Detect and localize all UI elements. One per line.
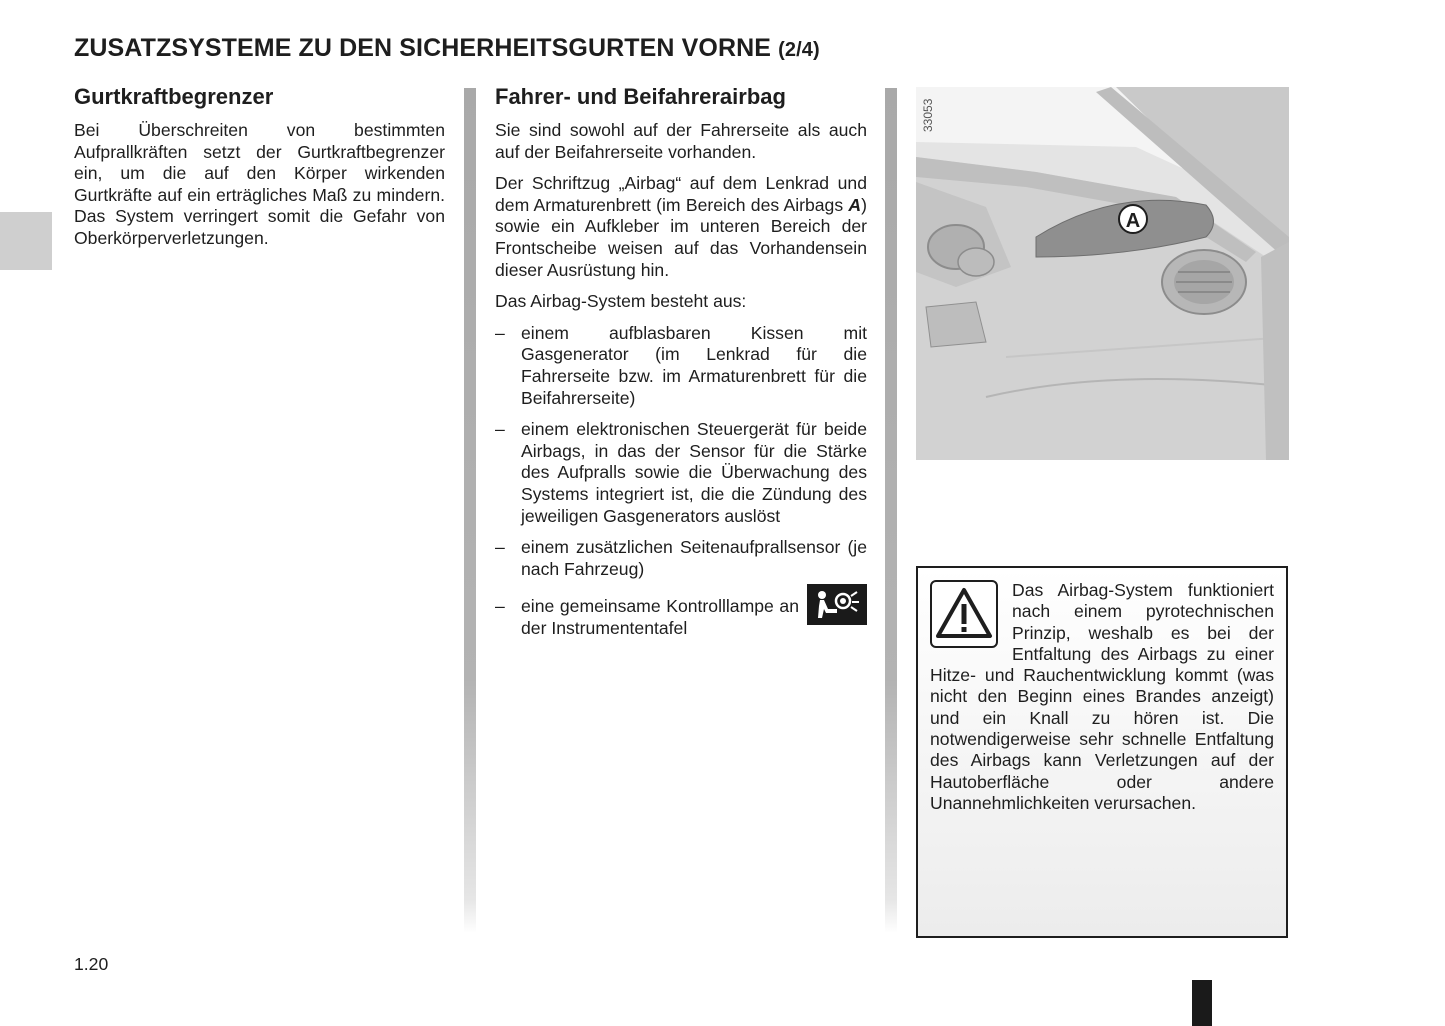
figure-callout-a: A	[1125, 210, 1141, 232]
list-item: – einem aufblasbaren Kissen mit Gasgenerator (im Lenkrad für die Fahrerseite bzw. im Armaturenbrett für die Beifahrerseite)	[495, 323, 867, 409]
section-heading-gurtkraftbegrenzer: Gurtkraftbegrenzer	[74, 84, 274, 109]
airbag-components-list	[495, 323, 867, 640]
section-heading-airbag: Fahrer- und Beifahrerairbag	[495, 84, 786, 109]
list-item: – einem elektronischen Steuergerät für beide Airbags, in das der Sensor für die Stärke des Aufpralls sowie die Überwachung des Systems integriert ist, die die Zündung des jeweiligen Gasgenerators auslöst	[495, 419, 867, 527]
gurtkraftbegrenzer-paragraph: Bei Überschreiten von bestimmten Aufprallkräften setzt der Gurtkraftbegrenzer ein, um die auf den Körper wirkenden Gurtkräfte auf ein erträgliches Maß zu mindern. Das System verringert somit die Gefahr von Oberkörperverletzungen.	[74, 120, 445, 248]
warning-text: Das Airbag-System funktioniert nach einem pyrotechnischen Prinzip, weshalb es bei der Entfaltung des Airbags zu einer Hitze- und Rauchentwicklung kommt (was nicht den Beginn eines Brandes anzeigt) und ein Knall zu hören ist. Die notwendigerweise sehr schnelle Entfaltung des Airbags kann Verletzungen auf der Hautoberfläche oder andere Unannehmlichkeiten verursachen.	[930, 580, 1274, 813]
airbag-ref-letter: A	[848, 194, 862, 215]
dashboard-airbag-illustration	[916, 87, 1289, 460]
column-divider-left	[464, 88, 476, 933]
left-column	[74, 84, 445, 260]
warning-triangle-icon	[930, 580, 998, 648]
warning-box	[916, 566, 1288, 938]
page-number: 1.20	[74, 954, 109, 974]
page-title	[74, 34, 820, 63]
airbag-intro-paragraph: Sie sind sowohl auf der Fahrerseite als auch auf der Beifahrerseite vorhanden.	[495, 120, 867, 162]
airbag-label-text-before: Der Schriftzug „Airbag“ auf dem Lenkrad und dem Armaturenbrett (im Bereich des Airbags	[495, 173, 867, 215]
column-divider-right	[885, 88, 897, 933]
page-part-indicator: (2/4)	[778, 39, 820, 61]
list-item: – einem zusätzlichen Seitenaufprallsensor (je nach Fahrzeug)	[495, 537, 867, 580]
airbag-system-intro: Das Airbag-System besteht aus:	[495, 291, 747, 312]
figure-number: 33053	[921, 98, 935, 132]
list-item-text: eine gemeinsame Kontrolllampe an der Instrumententafel	[521, 596, 799, 638]
section-tab-marker	[0, 212, 52, 270]
page-edge-marker	[1192, 980, 1212, 1026]
page-title-text: ZUSATZSYSTEME ZU DEN SICHERHEITSGURTEN VORNE	[74, 34, 772, 62]
airbag-label-paragraph	[495, 173, 867, 281]
list-item-warning-lamp	[495, 596, 867, 639]
airbag-warning-lamp-icon	[807, 584, 867, 625]
airbag-label-text-after: ) sowie ein Aufkleber im unteren Bereich der Frontscheibe weisen auf das Vorhandensein dieser Ausrüstung hin.	[495, 194, 867, 280]
middle-column	[495, 84, 867, 649]
